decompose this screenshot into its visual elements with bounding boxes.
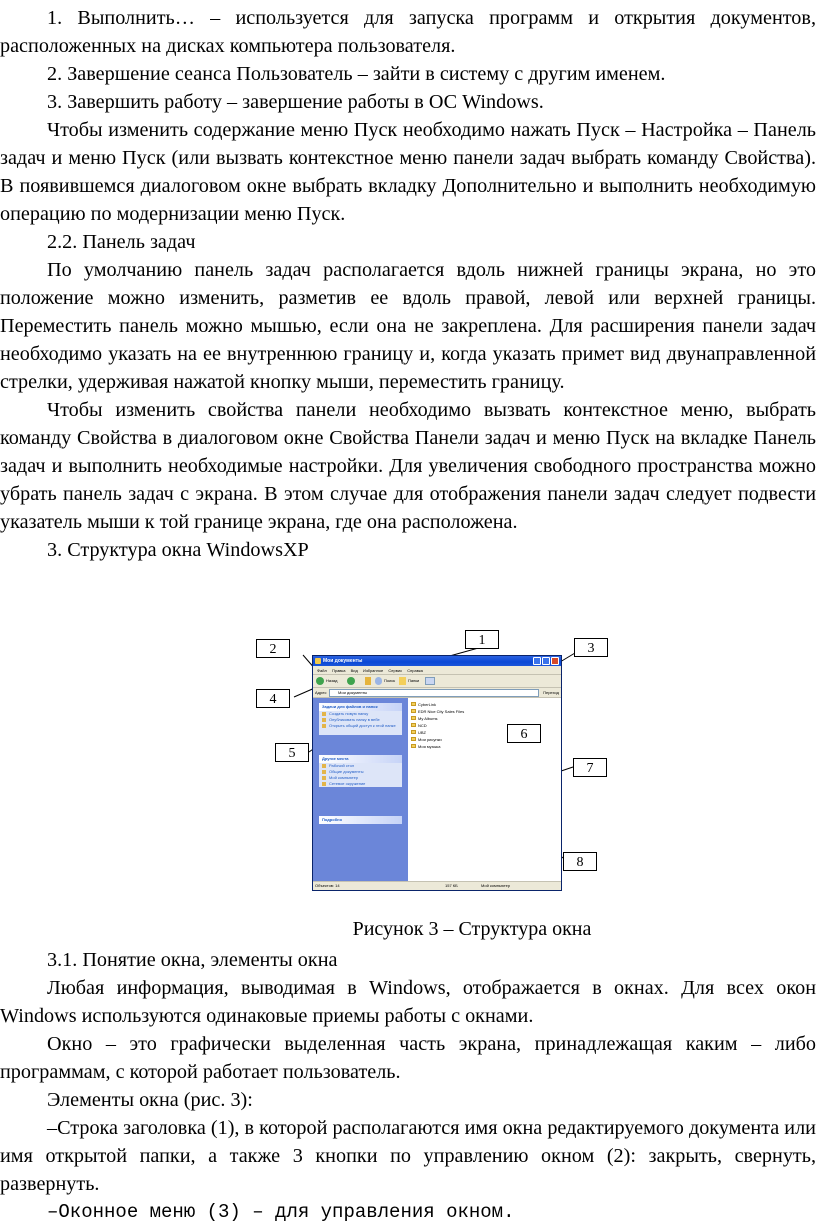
menu-item-file[interactable]: Файл (317, 668, 327, 673)
figure-window-structure (250, 625, 610, 895)
callout-label: 3 (574, 638, 608, 657)
paragraph: Чтобы изменить свойства панели необходимо вызвать контекстное меню, выбрать команду Свойства в диалоговом окне Свойства Панели задач и меню Пуск на вкладке Панель задач и выполнить необходимые настройки. Для увеличения свободного пространства можно убрать панель задач с экрана. В этом случае для отображения панели задач следует подвести указатель мыши к той границе экрана, где она расположена. (0, 399, 816, 533)
menu-item-help[interactable]: Справка (407, 668, 423, 673)
folders-label: Папки (408, 678, 420, 683)
section-heading: 3. Структура окна WindowsXP (47, 539, 309, 561)
close-button[interactable] (551, 657, 559, 665)
panel-title[interactable]: Подробно (319, 816, 402, 824)
file-list (411, 701, 464, 750)
forward-icon[interactable] (347, 677, 355, 685)
folder-icon (315, 658, 321, 664)
title-bar[interactable] (313, 656, 561, 666)
paragraph: –Строка заголовка (1), в которой располагаются имя окна редактируемого документа или имя открытой папки, а также 3 кнопки по управлению окном (2): закрыть, свернуть, развернуть. (0, 1117, 816, 1195)
folder-item[interactable]: Моя музыка (411, 743, 464, 750)
paragraph: Окно – это графически выделенная часть экрана, принадлежащая каким – либо программам, с которой работает пользователь. (0, 1033, 816, 1083)
status-objects: Объектов: 14 (315, 883, 340, 888)
window-title: Мои документы (323, 658, 363, 664)
xp-window (312, 655, 562, 891)
back-icon[interactable] (316, 677, 324, 685)
callout-label: 8 (563, 852, 597, 871)
folder-item[interactable]: EDR Nice City Sales Files (411, 708, 464, 715)
callout-label: 1 (465, 630, 499, 649)
task-link[interactable]: Открыть общий доступ к этой папке (319, 723, 402, 735)
paragraph: Любая информация, выводимая в Windows, отображается в окнах. Для всех окон Windows используются одинаковые приемы работы с окнами. (0, 977, 816, 1027)
paragraph: Чтобы изменить содержание меню Пуск необходимо нажать Пуск – Настройка – Панель задач и меню Пуск (или вызвать контекстное меню панели задач выбрать команду Свойства). В появившемся диалоговом окне выбрать вкладку Дополнительно и выполнить необходимую операцию по модернизации меню Пуск. (0, 119, 816, 225)
folder-item[interactable]: NCD (411, 722, 464, 729)
panel-details (319, 816, 402, 824)
minimize-button[interactable] (533, 657, 541, 665)
status-size: 157 КБ (445, 883, 458, 888)
place-link[interactable]: Рабочий стол (319, 763, 402, 769)
task-pane (313, 698, 408, 882)
go-button[interactable]: Переход (543, 690, 559, 695)
maximize-button[interactable] (542, 657, 550, 665)
paragraph: 2. Завершение сеанса Пользователь – зайти в систему с другим именем. (47, 63, 666, 85)
paragraph: –Оконное меню (3) – для управления окном. (47, 1201, 515, 1223)
folder-item[interactable]: My Albums (411, 715, 464, 722)
paragraph: 1. Выполнить… – используется для запуска программ и открытия документов, расположенных на дисках компьютера пользователя. (0, 7, 816, 57)
panel-other-places (319, 755, 402, 787)
folder-item[interactable]: UBZ (411, 729, 464, 736)
menu-item-tools[interactable]: Сервис (388, 668, 403, 673)
text-block-bottom (0, 946, 816, 1226)
callout-label: 6 (507, 724, 541, 743)
search-label: Поиск (384, 678, 396, 683)
menu-item-edit[interactable]: Правка (331, 668, 346, 673)
panel-title[interactable]: Задачи для файлов и папок (319, 703, 402, 711)
place-link[interactable]: Мой компьютер (319, 775, 402, 781)
panel-title[interactable]: Другие места (319, 755, 402, 763)
panel-file-tasks (319, 703, 402, 735)
callout-label: 7 (573, 758, 607, 777)
folders-icon[interactable] (399, 677, 406, 685)
section-heading: 3.1. Понятие окна, элементы окна (47, 949, 338, 971)
views-icon[interactable] (425, 677, 435, 685)
callout-label: 4 (256, 689, 290, 708)
menu-item-favorites[interactable]: Избранное (362, 668, 384, 673)
search-icon[interactable] (375, 677, 382, 685)
place-link[interactable]: Сетевое окружение (319, 781, 402, 787)
paragraph: 3. Завершить работу – завершение работы в ОС Windows. (47, 91, 544, 113)
section-heading: 2.2. Панель задач (47, 231, 196, 253)
task-link[interactable]: Создать новую папку (319, 711, 402, 717)
paragraph: Элементы окна (рис. 3): (47, 1089, 253, 1111)
address-input[interactable] (329, 689, 539, 697)
status-location: Мой компьютер (481, 883, 511, 888)
status-bar (313, 881, 561, 890)
callout-label: 5 (275, 743, 309, 762)
figure-caption: Рисунок 3 – Структура окна (352, 918, 592, 940)
up-icon[interactable] (365, 677, 371, 685)
place-link[interactable]: Общие документы (319, 769, 402, 775)
menu-item-view[interactable]: Вид (350, 668, 358, 673)
folder-item[interactable]: Мои рисунки (411, 736, 464, 743)
callout-label: 2 (256, 639, 290, 658)
paragraph: По умолчанию панель задач располагается вдоль нижней границы экрана, но это положение можно изменить, разметив ее вдоль правой, левой или верхней границы. Переместить панель можно мышью, если она не закреплена. Для расширения панели задач необходимо указать на ее внутреннюю границу и, когда указать примет вид двунаправленной стрелки, удерживая нажатой кнопку мыши, переместить границу. (0, 259, 816, 393)
folder-item[interactable]: CyberLink (411, 701, 464, 708)
address-bar (313, 688, 561, 698)
text-block-top (0, 4, 816, 564)
address-value: Мои документы (338, 690, 368, 695)
toolbar (313, 675, 561, 688)
address-label: Адрес (315, 690, 327, 695)
menu-bar (313, 666, 561, 675)
task-link[interactable]: Опубликовать папку в вебе (319, 717, 402, 723)
back-label: Назад (326, 678, 338, 683)
